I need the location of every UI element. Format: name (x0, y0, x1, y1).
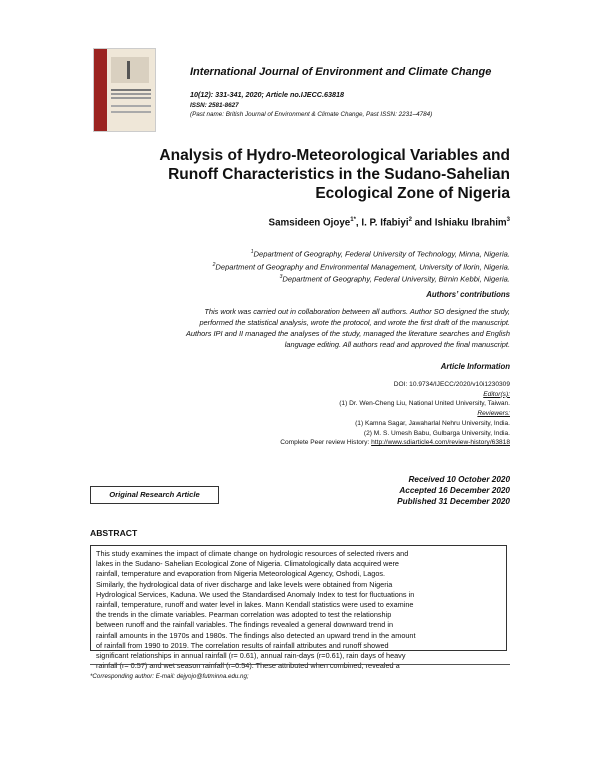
journal-reference: 10(12): 331-341, 2020; Article no.IJECC.63818 (190, 90, 344, 99)
received-date: Received 10 October 2020 (408, 475, 510, 484)
journal-issn: ISSN: 2581-8627 (190, 102, 239, 109)
affiliation-mark: 2 (212, 261, 216, 268)
paper-title (90, 146, 510, 203)
author-separator: , (355, 217, 362, 229)
article-info (280, 380, 510, 448)
affiliation-text: Department of Geography, Federal University, Birnin Kebbi, Nigeria. (282, 274, 510, 284)
author-list (269, 217, 510, 228)
abstract-line: Similarly, the hydrological data of river discharge and lake levels were obtained from Nigeria (96, 579, 393, 589)
abstract-box (90, 545, 507, 671)
contributions-line: language editing. All authors read and approved the final manuscript. (284, 340, 510, 349)
review-history-link[interactable]: http://www.sdiarticle4.com/review-history/63818 (371, 439, 510, 447)
contributions-text (90, 306, 510, 350)
affiliation-line (213, 247, 510, 260)
author-mark: 2 (408, 217, 412, 223)
author-mark: 3 (506, 217, 510, 223)
paper-title-line: Analysis of Hydro-Meteorological Variables and (159, 147, 510, 164)
footnote-divider (90, 664, 510, 665)
abstract-line: This study examines the impact of climate change on hydrologic resources of selected rivers and (96, 549, 409, 558)
journal-past-name: (Past name: British Journal of Environment & Climate Change, Past ISSN: 2231–4784) (190, 111, 433, 118)
affiliation-text: Department of Geography and Environmental Management, University of Ilorin, Nigeria. (215, 262, 510, 272)
article-type-box: Original Research Article (90, 486, 219, 504)
cover-image (111, 57, 149, 83)
paper-title-line: Ecological Zone of Nigeria (315, 185, 510, 202)
affiliation-text: Department of Geography, Federal University of Technology, Minna, Nigeria. (253, 249, 510, 259)
contributions-line: This work was carried out in collaboration between all authors. Author SO designed the study, (204, 307, 510, 316)
affiliation-mark: 1 (250, 249, 254, 255)
affiliation-mark: 3 (279, 274, 283, 281)
abstract-line: rainfall, temperature and evaporation from Nigeria Meteorological Agency, Oshodi, Lagos. (96, 569, 386, 579)
contributions-heading: Authors’ contributions (426, 290, 510, 299)
journal-cover-thumbnail (93, 48, 156, 132)
doi: DOI: 10.9734/IJECC/2020/v10i1230309 (393, 381, 510, 388)
cover-spine-band (94, 49, 107, 131)
author-name: Samsideen Ojoye (268, 217, 351, 229)
affiliation-line (213, 260, 510, 273)
published-date: Published 31 December 2020 (397, 497, 510, 506)
corresponding-author-footnote: *Corresponding author: E-mail: dejyojo@futminna.edu.ng; (90, 673, 249, 680)
article-info-heading: Article Information (440, 362, 510, 371)
contributions-line: performed the statistical analysis, wrote the protocol, and wrote the first draft of the manuscript. (199, 318, 510, 327)
abstract-heading: ABSTRACT (90, 528, 138, 538)
publication-dates (397, 474, 510, 507)
abstract-line: rainfall (r= 0.57) and wet season rainfall (r=0.54). These attributed when combined, revealed a (96, 661, 400, 671)
affiliation-line (213, 272, 510, 285)
author-separator: and (411, 217, 435, 229)
editor: (1) Dr. Wen-Cheng Liu, National United University, Taiwan. (339, 400, 510, 408)
reviewer: (2) M. S. Umesh Babu, Gulbarga University, India. (363, 429, 510, 437)
abstract-line: of rainfall from 1990 to 2019. The correlation results of rainfall attributes and runoff showed (96, 640, 389, 650)
editors-label: Editor(s): (483, 390, 510, 398)
abstract-line: the trends in the climate variables. Pearman correlation was adopted to test the relationship (96, 610, 392, 620)
contributions-line: Authors IPI and II managed the analyses of the study, managed the literature searches and English (185, 329, 510, 338)
reviewer: (1) Kamna Sagar, Jawaharlal Nehru University, India. (355, 419, 510, 427)
abstract-line: Hydrological Services, Kaduna. We used the Standardised Anomaly Index to test for fluctuations in (96, 589, 415, 599)
author-name: Ishiaku Ibrahim (434, 217, 507, 229)
abstract-line: rainfall amounts in the 1970s and 1980s. The findings also detected an upward trend in the amount (96, 630, 416, 640)
review-history-label: Complete Peer review History: (280, 439, 372, 447)
review-history (280, 438, 510, 448)
affiliations (213, 247, 510, 285)
abstract-line: between runoff and the rainfall variables. The findings revealed a general downward trend in (96, 620, 394, 630)
paper-title-line: Runoff Characteristics in the Sudano-Sahelian (168, 166, 510, 183)
abstract-line: lakes in the Sudano- Sahelian Ecological Zone of Nigeria. Climatologically data acquired were (96, 559, 399, 569)
cover-text-lines (111, 89, 151, 91)
reviewers-label: Reviewers: (477, 410, 510, 418)
accepted-date: Accepted 16 December 2020 (399, 486, 510, 495)
author-mark: 1* (350, 217, 356, 223)
abstract-line: rainfall, temperature, runoff and water level in lakes. Mann Kendall statistics were used to examine (96, 600, 414, 610)
journal-title: International Journal of Environment and Climate Change (190, 66, 492, 78)
author-name: I. P. Ifabiyi (361, 217, 409, 229)
abstract-line: significant relationships in annual rainfall (r= 0.61), annual rain-days (r=0.61), rain days of heavy (96, 651, 406, 661)
